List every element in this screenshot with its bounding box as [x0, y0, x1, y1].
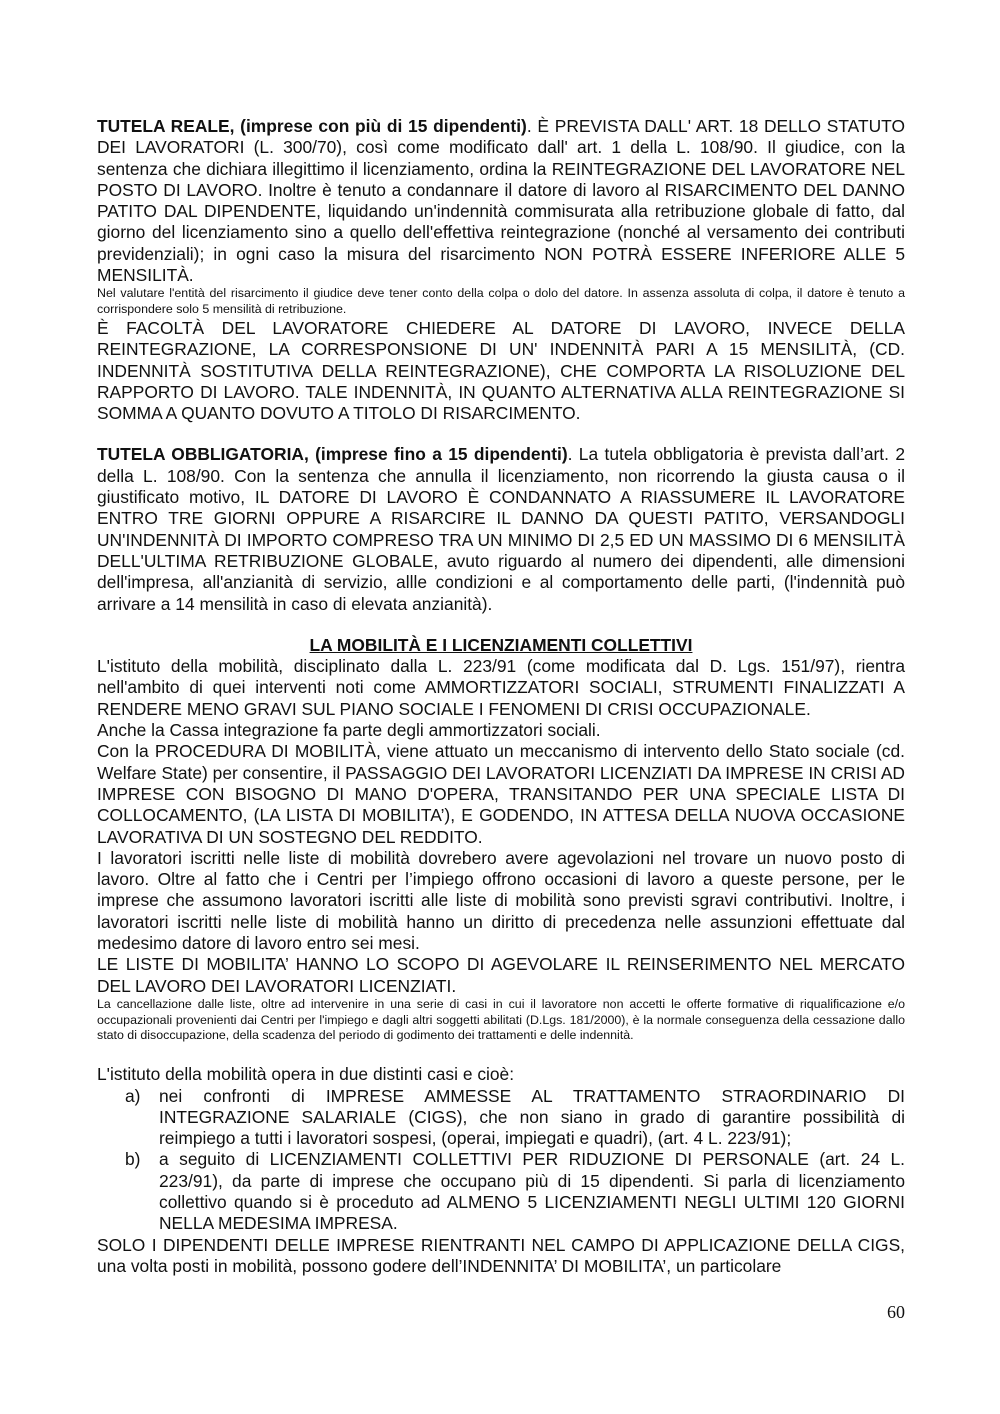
mobilita-paragraph-1: L'istituto della mobilità, disciplinato dalla L. 223/91 (come modificata dal D. Lgs. 151/97), rientra nell'ambito di quei interventi noti come AMMORTIZZATORI SOCIALI, STRUMENTI FINALIZZATI A RENDERE MENO GRAVI SUL PIANO SOCIALE I FENOMENI DI CRISI OCCUPAZIONALE.: [97, 656, 905, 719]
tutela-reale-text: . È PREVISTA DALL' ART. 18 DELLO STATUTO DEI LAVORATORI (L. 300/70), così come modificato dall' art. 1 della L. 108/90. Il giudice, con la sentenza che dichiara illegittimo il licenziamento, ordina la REINTEGRAZIONE DEL LAVORATORE NEL POSTO DI LAVORO. Inoltre è tenuto a condannare il datore di lavoro al RISARCIMENTO DEL DANNO PATITO DAL DIPENDENTE, liquidando un'indennità commisurata alla retribuzione globale di fatto, dal giorno del licenziamento sino a quello dell'effettiva reintegrazione (nonché al versamento dei contributi previdenziali); in ogni caso la misura del risarcimento NON POTRÀ ESSERE INFERIORE ALLE 5 MENSILITÀ.: [97, 116, 905, 286]
mobilita-paragraph-4: I lavoratori iscritti nelle liste di mobilità dovrebero avere agevolazioni nel trovare un nuovo posto di lavoro. Oltre al fatto che i Centri per l’impiego offrono occasioni di lavoro a queste persone, per le imprese che assumono lavoratori iscritti alle liste di mobilità sono previsti sgravi contributivi. Inoltre, i lavoratori iscritti nelle liste di mobilità hanno un diritto di precedenza nelle assunzioni effettuate dal medesimo datore di lavoro entro sei mesi.: [97, 847, 905, 953]
spacer: [97, 1044, 905, 1064]
list-item-text: a seguito di LICENZIAMENTI COLLETTIVI PER RIDUZIONE DI PERSONALE (art. 24 L. 223/91), da parte di imprese che occupano più di 15 dipendenti. Si parla di licenziamento collettivo quando si è proceduto ad ALMENO 5 LICENZIAMENTI NEGLI ULTIMI 120 GIORNI NELLA MEDESIMA IMPRESA.: [159, 1149, 905, 1234]
tutela-reale-note: Nel valutare l'entità del risarcimento il giudice deve tener conto della colpa o dolo del datore. In assenza assoluta di colpa, il datore è tenuto a corrispondere solo 5 mensilità di retribuzione.: [97, 286, 905, 317]
document-page: [97, 116, 905, 1277]
mobilita-cases-list: [97, 1086, 905, 1235]
list-marker: b): [125, 1149, 141, 1170]
list-item-text: nei confronti di IMPRESE AMMESSE AL TRATTAMENTO STRAORDINARIO DI INTEGRAZIONE SALARIALE (CIGS), che non siano in grado di garantire possibilità di reimpiego a tutti i lavoratori sospesi, (operai, impiegati e quadri), (art. 4 L. 223/91);: [159, 1085, 905, 1149]
spacer: [97, 424, 905, 444]
spacer: [97, 615, 905, 629]
mobilita-paragraph-3: Con la PROCEDURA DI MOBILITÀ, viene attuato un meccanismo di intervento dello Stato sociale (cd. Welfare State) per consentire, il PASSAGGIO DEI LAVORATORI LICENZIATI DA IMPRESE IN CRISI AD IMPRESE CON BISOGNO DI MANO D'OPERA, TRANSITANDO PER UNA SPECIALE LISTA DI COLLOCAMENTO, (LA LISTA DI MOBILITA’), E GODENDO, IN ATTESA DELLA NUOVA OCCASIONE LAVORATIVA DI UN SOSTEGNO DEL REDDITO.: [97, 741, 905, 847]
tutela-reale-paragraph: [97, 116, 905, 286]
mobilita-note: La cancellazione dalle liste, oltre ad intervenire in una serie di casi in cui il lavoratore non accetti le offerte formative di riqualificazione e/o occupazionali provenienti dai Centri per l'impiego e dagli altri soggetti abilitati (D.Lgs. 181/2000), è la normale conseguenza della cessazione dallo stato di disoccupazione, della scadenza del periodo di godimento dei trattamenti e delle indennità.: [97, 996, 905, 1043]
tutela-reale-lead: TUTELA REALE, (imprese con più di 15 dipendenti): [97, 116, 527, 136]
mobilita-paragraph-5: LE LISTE DI MOBILITA’ HANNO LO SCOPO DI AGEVOLARE IL REINSERIMENTO NEL MERCATO DEL LAVORO DEI LAVORATORI LICENZIATI.: [97, 954, 905, 996]
tutela-obbligatoria-text: . La tutela obbligatoria è prevista dall’art. 2 della L. 108/90. Con la sentenza che annulla il licenziamento, non ricorrendo la giusta causa o il giustificato motivo, IL DATORE DI LAVORO È CONDANNATO A RIASSUMERE IL LAVORATORE ENTRO TRE GIORNI OPPURE A RISARCIRE IL DANNO DA QUESTI PATITO, VERSANDOGLI UN'INDENNITÀ DI IMPORTO COMPRESO TRA UN MINIMO DI 2,5 ED UN MASSIMO DI 6 MENSILITÀ DELL'ULTIMA RETRIBUZIONE GLOBALE, avuto riguardo al numero dei dipendenti, alle dimensioni dell'impresa, all'anzianità di servizio, allle condizioni e al comportamento delle parti, (l'indennità può arrivare a 14 mensilità in caso di elevata anzianità).: [97, 444, 905, 614]
facolta-paragraph: È FACOLTÀ DEL LAVORATORE CHIEDERE AL DATORE DI LAVORO, INVECE DELLA REINTEGRAZIONE, LA CORRESPONSIONE DI UN' INDENNITÀ PARI A 15 MENSILITÀ, (CD. INDENNITÀ SOSTITUTIVA DELLA REINTEGRAZIONE), CHE COMPORTA LA RISOLUZIONE DEL RAPPORTO DI LAVORO. TALE INDENNITÀ, IN QUANTO ALTERNATIVA ALLA REINTEGRAZIONE SI SOMMA A QUANTO DOVUTO A TITOLO DI RISARCIMENTO.: [97, 317, 905, 424]
list-item: [97, 1149, 905, 1234]
section-heading: LA MOBILITÀ E I LICENZIAMENTI COLLETTIVI: [309, 634, 693, 655]
mobilita-intro: L'istituto della mobilità opera in due distinti casi e cioè:: [97, 1064, 515, 1085]
list-item: [97, 1086, 905, 1150]
list-marker: a): [125, 1085, 141, 1106]
page-number: 60: [887, 1302, 905, 1322]
tutela-obbligatoria-lead: TUTELA OBBLIGATORIA, (imprese fino a 15 dipendenti): [97, 444, 568, 465]
tutela-obbligatoria-paragraph: [97, 444, 905, 614]
closing-paragraph: SOLO I DIPENDENTI DELLE IMPRESE RIENTRANTI NEL CAMPO DI APPLICAZIONE DELLA CIGS, una volta posti in mobilità, possono godere dell’INDENNITA’ DI MOBILITA’, un particolare: [97, 1234, 905, 1276]
mobilita-paragraph-2: Anche la Cassa integrazione fa parte degli ammortizzatori sociali.: [97, 720, 601, 741]
